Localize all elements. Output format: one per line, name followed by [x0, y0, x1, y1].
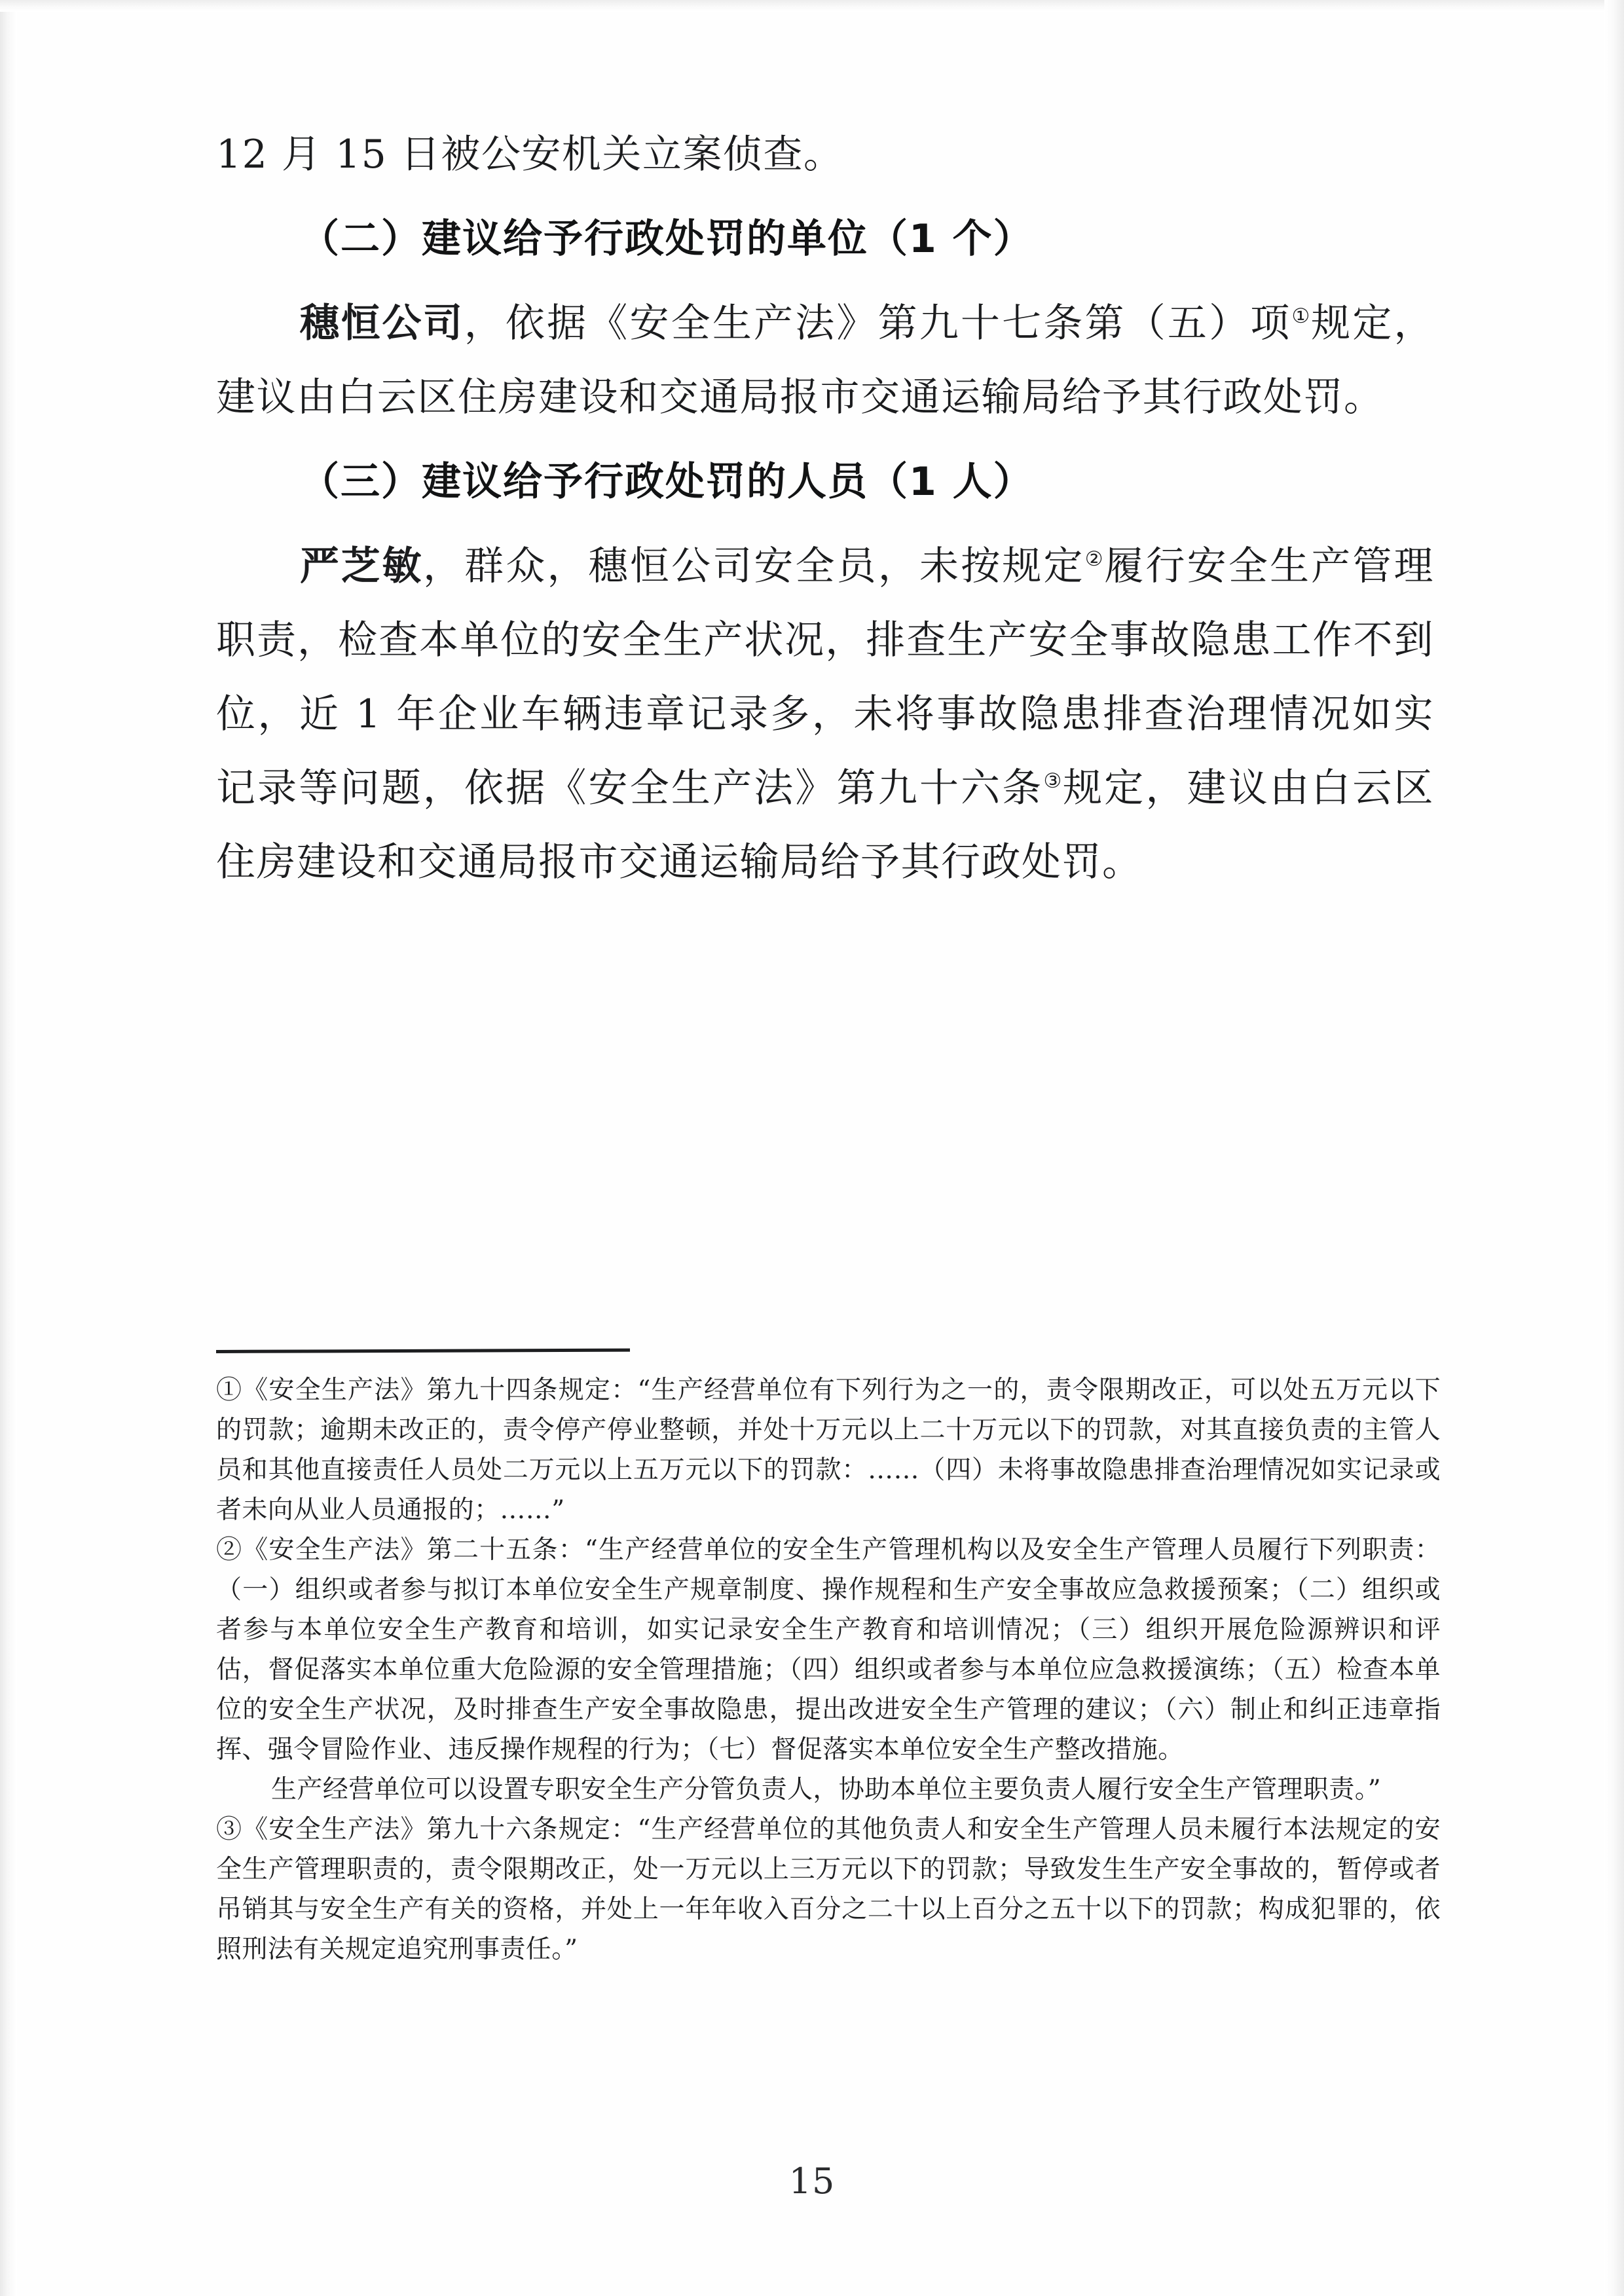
section-three-text-b: 履行安全生产管理职责，检查本单位的安全生产状况，排查生产安全事故隐患工作不到位，近 1 年企业车辆违章记录多，未将事故隐患排查治理情况如实记录等问题，依据《安全生产法》第九十六条 — [216, 543, 1435, 811]
footnote-item: ②《安全生产法》第二十五条：“生产经营单位的安全生产管理机构以及安全生产管理人员履行下列职责：（一）组织或者参与拟订本单位安全生产规章制度、操作规程和生产安全事故应急救援预案；（二）组织或者参与本单位安全生产教育和培训，如实记录安全生产教育和培训情况；（三）组织开展危险源辨识和评估，督促落实本单位重大危险源的安全管理措施；（四）组织或者参与本单位应急救援演练；（五）检查本单位的安全生产状况，及时排查生产安全事故隐患，提出改进安全生产管理的建议；（六）制止和纠正违章指挥、强令冒险作业、违反操作规程的行为；（七）督促落实本单位安全生产整改措施。 — [216, 1535, 1441, 1764]
carryover-line: 12 月 15 日被公安机关立案侦查。 — [216, 132, 844, 177]
entity-name-company: 穗恒公司 — [300, 301, 464, 346]
footnote-marker-1: ① — [1291, 304, 1312, 328]
footnote-separator-rule — [216, 1349, 630, 1353]
footnote-marker-3: ③ — [1043, 769, 1063, 793]
footnote-item: ③《安全生产法》第九十六条规定：“生产经营单位的其他负责人和安全生产管理人员未履行本法规定的安全生产管理职责的，责令限期改正，处一万元以上三万元以下的罚款；导致发生生产安全事故的，暂停或者吊销其与安全生产有关的资格，并处上一年年收入百分之二十以上百分之五十以下的罚款；构成犯罪的，依照刑法有关规定追究刑事责任。” — [216, 1815, 1441, 1964]
section-three-text-a: ，群众，穗恒公司安全员，未按规定 — [423, 543, 1085, 589]
page-number: 15 — [788, 2160, 836, 2202]
section-heading-two: （二）建议给予行政处罚的单位（1 个） — [300, 216, 1034, 262]
page-content — [216, 118, 1434, 900]
entity-name-person: 严芝敏 — [300, 543, 424, 589]
scan-edge-right — [1604, 0, 1624, 2296]
footnote-item: 生产经营单位可以设置专职安全生产分管负责人，协助本单位主要负责人履行安全生产管理职责。” — [271, 1775, 1382, 1804]
section-two-text-cont: 规定，建议由白云区住房建设和交通局报市交通运输局给予其行政处罚。 — [216, 301, 1435, 420]
spacer — [216, 519, 1434, 530]
footnote-block — [216, 1350, 1441, 1969]
spacer — [216, 435, 1434, 445]
section-two-paragraph — [216, 287, 1434, 435]
scan-edge-left — [0, 0, 17, 2296]
scan-edge-top — [0, 0, 1624, 12]
section-two-text: ，依据《安全生产法》第九十七条第（五）项 — [464, 301, 1292, 346]
section-three-text-c: 规定，建议由白云区住房建设和交通局报市交通运输局给予其行政处罚。 — [216, 765, 1434, 885]
section-three-paragraph — [216, 530, 1434, 900]
footnote-marker-2: ② — [1084, 547, 1105, 571]
spacer — [216, 192, 1434, 202]
section-heading-three: （三）建议给予行政处罚的人员（1 人） — [300, 459, 1034, 505]
footnote-item: ①《安全生产法》第九十四条规定：“生产经营单位有下列行为之一的，责令限期改正，可以处五万元以下的罚款；逾期未改正的，责令停产停业整顿，并处十万元以上二十万元以下的罚款，对其直接负责的主管人员和其他直接责任人员处二万元以上五万元以下的罚款：……（四）未将事故隐患排查治理情况如实记录或者未向从业人员通报的；……” — [216, 1376, 1441, 1525]
spacer — [216, 276, 1434, 287]
